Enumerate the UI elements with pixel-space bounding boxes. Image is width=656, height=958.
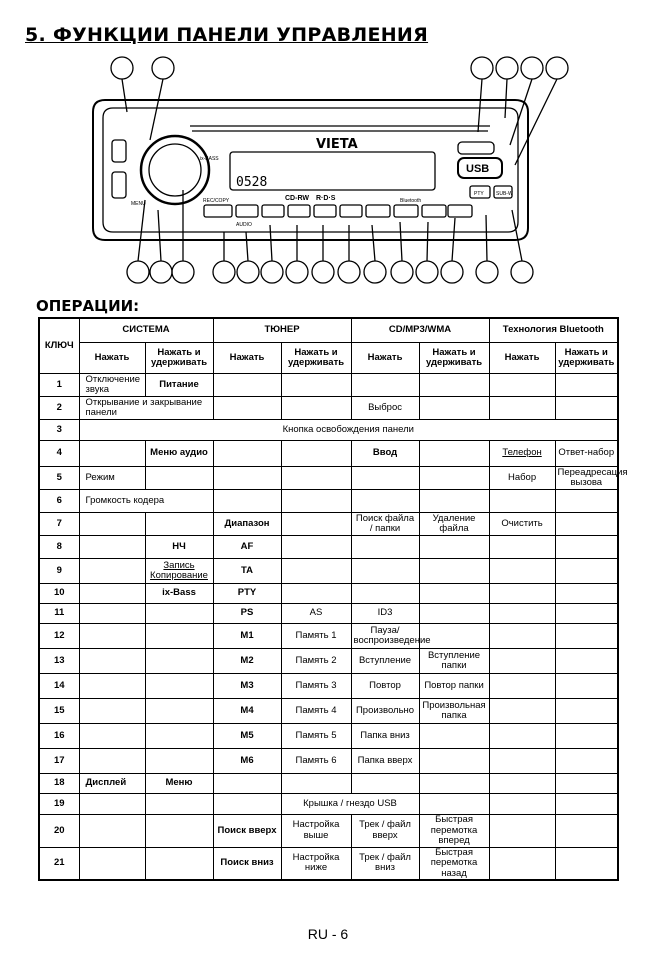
label-menu: MENU — [131, 201, 146, 207]
table-cell — [145, 749, 213, 774]
row-key: 16 — [39, 724, 79, 749]
subheader-press: Нажать — [351, 343, 419, 374]
table-cell — [555, 374, 618, 397]
table-cell: M1 — [213, 624, 281, 649]
table-cell — [555, 559, 618, 584]
table-row — [39, 397, 618, 420]
group-header-system: СИСТЕМА — [79, 318, 213, 343]
label-audio: AUDIO — [236, 222, 252, 228]
table-cell — [555, 794, 618, 815]
table-cell: Переадресация вызова — [555, 467, 618, 490]
table-row — [39, 794, 618, 815]
table-cell — [489, 624, 555, 649]
table-cell: Громкость кодера — [79, 490, 213, 513]
group-header-tuner: ТЮНЕР — [213, 318, 351, 343]
table-cell — [145, 604, 213, 624]
table-cell — [351, 584, 419, 604]
table-cell: Память 1 — [281, 624, 351, 649]
label-rec-copy: REC/COPY — [203, 198, 230, 204]
table-cell — [555, 513, 618, 536]
table-cell: Память 3 — [281, 674, 351, 699]
table-cell: Выброс — [351, 397, 419, 420]
table-cell — [489, 774, 555, 794]
table-row — [39, 420, 618, 441]
table-cell — [281, 559, 351, 584]
callout-circle — [521, 57, 543, 79]
table-cell — [419, 604, 489, 624]
label-pty: PTY — [474, 191, 484, 197]
table-cell: M3 — [213, 674, 281, 699]
table-cell — [79, 624, 145, 649]
table-cell: Поиск файла / папки — [351, 513, 419, 536]
brand-label: VIETA — [316, 137, 358, 152]
table-cell — [79, 847, 145, 880]
table-cell — [419, 774, 489, 794]
table-cell — [351, 774, 419, 794]
table-cell: PS — [213, 604, 281, 624]
table-cell — [489, 794, 555, 815]
table-cell — [419, 374, 489, 397]
table-cell — [489, 584, 555, 604]
table-cell — [489, 749, 555, 774]
table-cell — [79, 649, 145, 674]
head-unit-illustration — [0, 50, 656, 290]
group-header-cd: CD/MP3/WMA — [351, 318, 489, 343]
callout-circle — [111, 57, 133, 79]
table-cell — [79, 441, 145, 467]
table-cell: Телефон — [489, 441, 555, 467]
key-column-header: КЛЮЧ — [39, 318, 79, 374]
table-cell — [555, 397, 618, 420]
row-key: 7 — [39, 513, 79, 536]
table-cell — [555, 724, 618, 749]
table-cell: Трек / файл вверх — [351, 815, 419, 848]
table-cell: M5 — [213, 724, 281, 749]
label-subw: SUB-W — [496, 191, 513, 197]
table-cell — [419, 749, 489, 774]
row-key: 4 — [39, 441, 79, 467]
table-row — [39, 674, 618, 699]
table-cell: Пауза/ воспроизведение — [351, 624, 419, 649]
table-cell — [213, 490, 281, 513]
table-cell — [281, 513, 351, 536]
table-row — [39, 441, 618, 467]
table-row — [39, 374, 618, 397]
table-cell — [419, 490, 489, 513]
table-cell — [79, 749, 145, 774]
table-cell: Диапазон — [213, 513, 281, 536]
table-cell — [213, 374, 281, 397]
subheader-press: Нажать — [489, 343, 555, 374]
table-cell — [555, 815, 618, 848]
table-cell: TA — [213, 559, 281, 584]
table-cell — [419, 584, 489, 604]
row-key: 18 — [39, 774, 79, 794]
row-key: 12 — [39, 624, 79, 649]
callout-circle — [496, 57, 518, 79]
table-cell — [419, 724, 489, 749]
table-cell — [555, 749, 618, 774]
table-cell: Быстрая перемотка вперед — [419, 815, 489, 848]
table-cell: Произвольно — [351, 699, 419, 724]
page-number: RU - 6 — [307, 926, 349, 942]
table-cell — [145, 649, 213, 674]
table-cell: Поиск вверх — [213, 815, 281, 848]
table-cell: Память 5 — [281, 724, 351, 749]
table-cell — [213, 467, 281, 490]
row-key: 21 — [39, 847, 79, 880]
operations-title: ОПЕРАЦИИ: — [36, 297, 140, 315]
row-key: 10 — [39, 584, 79, 604]
table-cell — [213, 794, 281, 815]
table-cell — [281, 490, 351, 513]
table-cell: ix-Bass — [145, 584, 213, 604]
table-cell: Режим — [79, 467, 145, 490]
table-cell — [555, 604, 618, 624]
table-cell — [145, 467, 213, 490]
table-row — [39, 774, 618, 794]
table-cell: Настройка ниже — [281, 847, 351, 880]
table-row — [39, 467, 618, 490]
table-row — [39, 749, 618, 774]
table-cell — [351, 559, 419, 584]
table-cell: Набор — [489, 467, 555, 490]
table-cell — [79, 513, 145, 536]
table-cell: Питание — [145, 374, 213, 397]
table-cell: Вступление папки — [419, 649, 489, 674]
table-cell — [489, 397, 555, 420]
table-cell — [79, 559, 145, 584]
subheader-press: Нажать — [79, 343, 145, 374]
table-cell: Ответ-набор — [555, 441, 618, 467]
table-cell — [489, 674, 555, 699]
table-cell — [419, 467, 489, 490]
table-cell — [555, 699, 618, 724]
table-cell: Память 6 — [281, 749, 351, 774]
table-cell — [489, 490, 555, 513]
table-cell: НЧ — [145, 536, 213, 559]
table-cell — [79, 674, 145, 699]
subheader-hold: Нажать и удерживать — [281, 343, 351, 374]
table-cell: M2 — [213, 649, 281, 674]
table-cell — [281, 441, 351, 467]
subheader-press: Нажать — [213, 343, 281, 374]
table-cell — [489, 815, 555, 848]
row-span-cell: Крышка / гнездо USB — [281, 794, 419, 815]
table-cell: Память 2 — [281, 649, 351, 674]
table-cell: Отключение звука — [79, 374, 145, 397]
row-key: 2 — [39, 397, 79, 420]
table-cell — [79, 604, 145, 624]
table-cell — [489, 374, 555, 397]
table-cell: Память 4 — [281, 699, 351, 724]
subheader-hold: Нажать и удерживать — [555, 343, 618, 374]
row-key: 13 — [39, 649, 79, 674]
table-row — [39, 584, 618, 604]
table-cell — [555, 584, 618, 604]
table-cell: Папка вниз — [351, 724, 419, 749]
table-cell — [555, 774, 618, 794]
table-cell — [281, 774, 351, 794]
table-cell: AF — [213, 536, 281, 559]
table-cell — [145, 724, 213, 749]
table-cell — [213, 774, 281, 794]
table-cell — [419, 536, 489, 559]
row-key: 6 — [39, 490, 79, 513]
table-cell: Ввод — [351, 441, 419, 467]
table-row — [39, 559, 618, 584]
table-cell — [555, 536, 618, 559]
table-cell — [281, 374, 351, 397]
row-key: 15 — [39, 699, 79, 724]
table-cell — [145, 815, 213, 848]
operations-table — [38, 317, 628, 881]
table-cell — [281, 584, 351, 604]
table-cell — [555, 674, 618, 699]
table-row — [39, 490, 618, 513]
row-key: 17 — [39, 749, 79, 774]
table-cell — [555, 490, 618, 513]
table-row — [39, 649, 618, 674]
table-cell — [351, 374, 419, 397]
table-row — [39, 513, 618, 536]
table-cell — [555, 847, 618, 880]
table-row — [39, 847, 618, 880]
table-cell — [489, 559, 555, 584]
table-cell: Трек / файл вниз — [351, 847, 419, 880]
cdrw-badge: CD-RW — [285, 195, 309, 202]
table-cell — [489, 536, 555, 559]
table-row — [39, 699, 618, 724]
row-key: 11 — [39, 604, 79, 624]
table-cell — [213, 397, 281, 420]
table-cell — [281, 536, 351, 559]
table-cell — [145, 513, 213, 536]
table-cell: Настройка выше — [281, 815, 351, 848]
table-cell — [79, 584, 145, 604]
table-cell — [145, 624, 213, 649]
table-cell — [79, 536, 145, 559]
row-key: 19 — [39, 794, 79, 815]
table-cell: Очистить — [489, 513, 555, 536]
table-cell — [145, 699, 213, 724]
subheader-hold: Нажать и удерживать — [145, 343, 213, 374]
table-cell — [351, 490, 419, 513]
table-cell: Папка вверх — [351, 749, 419, 774]
table-cell — [145, 794, 213, 815]
table-cell: ID3 — [351, 604, 419, 624]
table-cell — [351, 536, 419, 559]
table-cell — [281, 397, 351, 420]
table-cell: Дисплей — [79, 774, 145, 794]
table-cell — [489, 649, 555, 674]
subheader-hold: Нажать и удерживать — [419, 343, 489, 374]
table-cell — [555, 624, 618, 649]
row-span-cell: Кнопка освобождения панели — [79, 420, 618, 441]
table-cell: Удаление файла — [419, 513, 489, 536]
table-cell — [489, 724, 555, 749]
row-key: 1 — [39, 374, 79, 397]
table-cell — [79, 699, 145, 724]
callout-circle — [471, 57, 493, 79]
row-key: 3 — [39, 420, 79, 441]
table-cell — [489, 699, 555, 724]
table-cell: M4 — [213, 699, 281, 724]
table-cell — [489, 604, 555, 624]
usb-badge: USB — [466, 163, 490, 175]
table-cell — [79, 794, 145, 815]
table-cell: Поиск вниз — [213, 847, 281, 880]
table-cell: AS — [281, 604, 351, 624]
table-cell — [213, 441, 281, 467]
table-cell: Повтор папки — [419, 674, 489, 699]
table-row — [39, 624, 618, 649]
callout-circle — [152, 57, 174, 79]
table-row — [39, 536, 618, 559]
row-key: 5 — [39, 467, 79, 490]
table-cell: Быстрая перемотка назад — [419, 847, 489, 880]
row-key: 14 — [39, 674, 79, 699]
table-cell — [79, 815, 145, 848]
row-key: 8 — [39, 536, 79, 559]
table-cell: Открывание и закрывание панели — [79, 397, 213, 420]
table-cell — [79, 724, 145, 749]
table-cell — [489, 847, 555, 880]
table-cell — [555, 649, 618, 674]
table-cell — [419, 441, 489, 467]
table-row — [39, 604, 618, 624]
table-cell — [145, 674, 213, 699]
table-cell — [145, 847, 213, 880]
table-cell — [419, 794, 489, 815]
callout-circle — [546, 57, 568, 79]
table-cell: Повтор — [351, 674, 419, 699]
table-cell: M6 — [213, 749, 281, 774]
table-cell — [419, 397, 489, 420]
table-row — [39, 815, 618, 848]
group-header-bluetooth: Технология Bluetooth — [489, 318, 618, 343]
label-ixbass: ix-BASS — [200, 156, 219, 162]
table-cell — [281, 467, 351, 490]
section-title: 5. ФУНКЦИИ ПАНЕЛИ УПРАВЛЕНИЯ — [25, 24, 429, 46]
table-cell: Вступление — [351, 649, 419, 674]
table-cell: Меню — [145, 774, 213, 794]
table-cell — [419, 559, 489, 584]
table-cell — [351, 467, 419, 490]
table-cell: Произвольная папка — [419, 699, 489, 724]
table-row — [39, 724, 618, 749]
display-readout: 0528 — [236, 175, 268, 190]
row-key: 9 — [39, 559, 79, 584]
row-key: 20 — [39, 815, 79, 848]
label-bluetooth: Bluetooth — [400, 198, 422, 204]
rds-badge: R·D·S — [316, 195, 336, 202]
table-cell: PTY — [213, 584, 281, 604]
table-cell: Запись Копирование — [145, 559, 213, 584]
table-cell: Меню аудио — [145, 441, 213, 467]
